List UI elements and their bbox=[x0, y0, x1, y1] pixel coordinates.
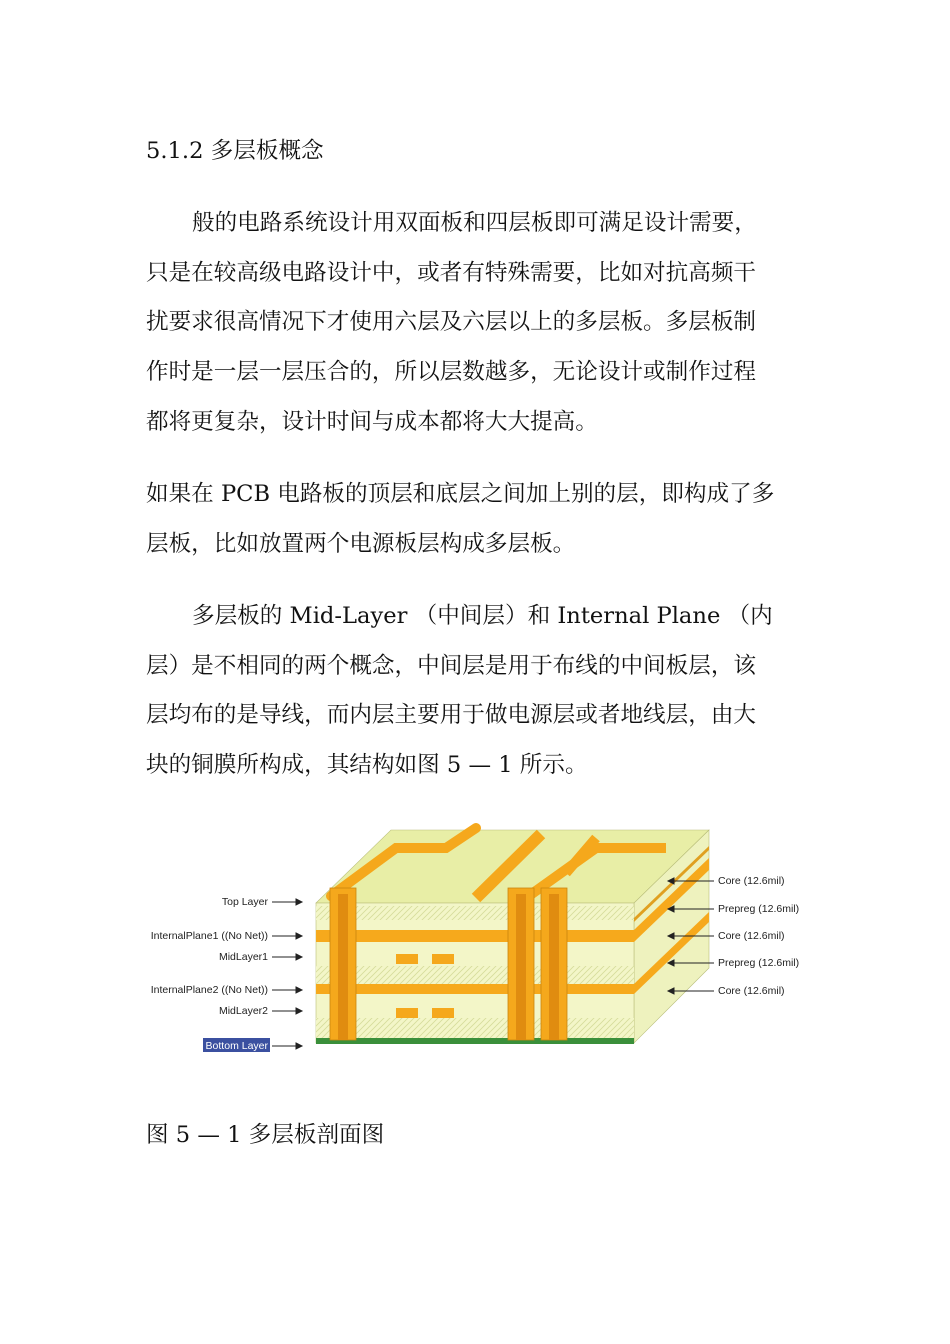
label-midlayer1: MidLayer1 bbox=[218, 951, 268, 963]
label-prepreg-2: Prepreg (12.6mil) bbox=[718, 957, 800, 969]
label-top-layer: Top Layer bbox=[221, 896, 268, 908]
label-prepreg-1: Prepreg (12.6mil) bbox=[718, 903, 800, 915]
paragraph-line: 般的电路系统设计用双面板和四层板即可满足设计需要， bbox=[192, 210, 757, 236]
paragraph-line: 都将更复杂，设计时间与成本都将大大提高。 bbox=[146, 409, 598, 435]
midlayer-pad bbox=[432, 1008, 454, 1018]
section-heading: 5.1.2 多层板概念 bbox=[146, 138, 324, 164]
figure-caption: 图 5 — 1 多层板剖面图 bbox=[146, 1122, 385, 1148]
paragraph-line: 层）是不相同的两个概念，中间层是用于布线的中间板层，该 bbox=[146, 653, 757, 679]
paragraph-line: 多层板的 Mid-Layer （中间层）和 Internal Plane （内 bbox=[192, 603, 773, 629]
label-midlayer2: MidLayer2 bbox=[218, 1005, 268, 1017]
label-internalplane2: InternalPlane2 ((No Net)) bbox=[150, 984, 268, 996]
paragraph-line: 层板，比如放置两个电源板层构成多层板。 bbox=[146, 531, 576, 557]
midlayer-pad bbox=[432, 954, 454, 964]
paragraph-line: 块的铜膜所构成，其结构如图 5 — 1 所示。 bbox=[146, 752, 588, 778]
paragraph-line: 扰要求很高情况下才使用六层及六层以上的多层板。多层板制 bbox=[146, 309, 757, 335]
midlayer-pad bbox=[396, 954, 418, 964]
label-core-3: Core (12.6mil) bbox=[718, 985, 785, 997]
label-bottom-layer: Bottom Layer bbox=[205, 1040, 268, 1052]
label-internalplane1: InternalPlane1 ((No Net)) bbox=[150, 930, 268, 942]
label-core-1: Core (12.6mil) bbox=[718, 875, 785, 887]
label-core-2: Core (12.6mil) bbox=[718, 930, 785, 942]
midlayer-pad bbox=[396, 1008, 418, 1018]
paragraph-line: 层均布的是导线，而内层主要用于做电源层或者地线层，由大 bbox=[146, 702, 757, 728]
multilayer-cross-section-figure bbox=[146, 818, 808, 1058]
paragraph-line: 如果在 PCB 电路板的顶层和底层之间加上别的层，即构成了多 bbox=[146, 481, 775, 507]
paragraph-line: 作时是一层一层压合的，所以层数越多，无论设计或制作过程 bbox=[146, 359, 757, 385]
paragraph-line: 只是在较高级电路设计中，或者有特殊需要，比如对抗高频干 bbox=[146, 260, 757, 286]
